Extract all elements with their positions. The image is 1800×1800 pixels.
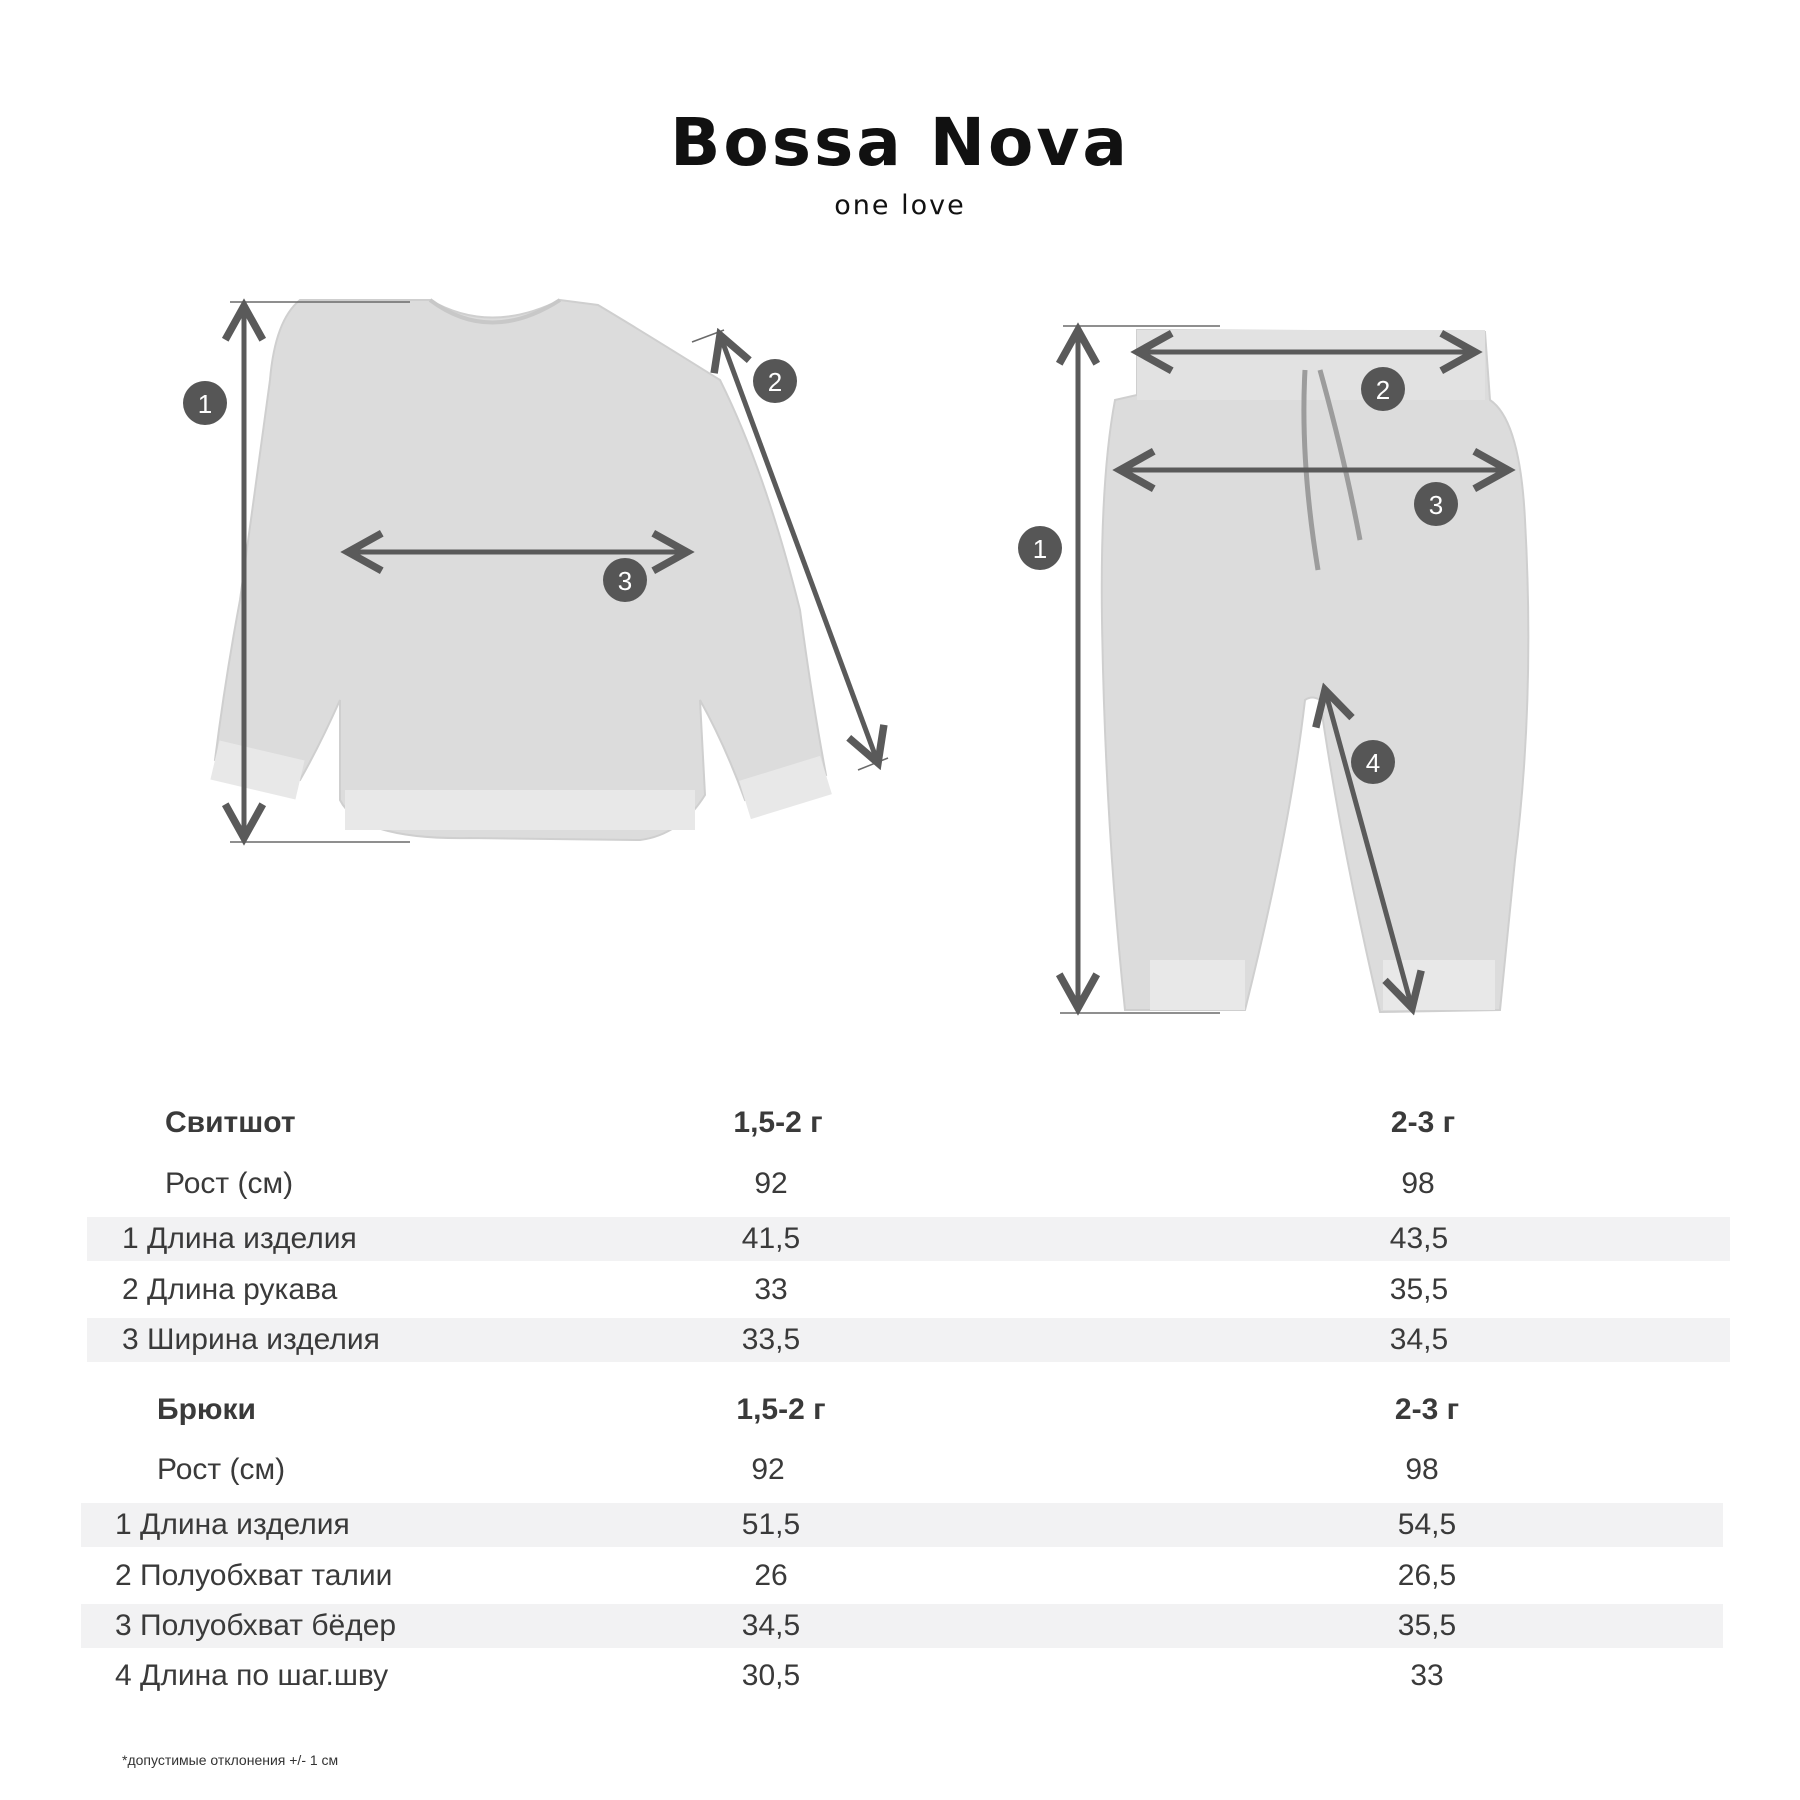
sweatshirt-marker-2 [753,359,797,403]
svg-text:2: 2 [1375,375,1391,405]
table-row [81,1604,1723,1648]
row-label: 4 Длина по шаг.шву [115,1659,389,1692]
height-value: 98 [1401,1167,1435,1200]
pants-marker-4 [1351,740,1395,784]
row-value: 30,5 [741,1659,801,1692]
table-row [87,1318,1730,1362]
row-value: 33 [754,1273,788,1306]
row-value: 26 [754,1559,788,1592]
row-value: 43,5 [1389,1222,1449,1255]
tolerance-footnote: *допустимые отклонения +/- 1 см [122,1752,339,1768]
svg-text:1: 1 [1032,534,1048,564]
svg-text:1: 1 [197,389,213,419]
row-value: 54,5 [1397,1508,1457,1541]
row-value: 34,5 [1389,1323,1449,1356]
table-row [87,1268,1730,1312]
table-row [81,1554,1723,1598]
row-label: 3 Ширина изделия [122,1323,380,1356]
table-row [87,1217,1730,1261]
row-label: 1 Длина изделия [115,1508,350,1541]
row-value: 33,5 [741,1323,801,1356]
row-value: 34,5 [741,1609,801,1642]
svg-text:3: 3 [617,566,633,596]
row-label: 2 Полуобхват талии [115,1559,393,1592]
row-label: 1 Длина изделия [122,1222,357,1255]
row-label: 3 Полуобхват бёдер [115,1609,397,1642]
row-value: 51,5 [741,1508,801,1541]
row-value: 35,5 [1397,1609,1457,1642]
height-value: 92 [754,1167,788,1200]
size-header: 1,5-2 г [736,1393,826,1426]
sweatshirt-marker-3 [603,558,647,602]
pants-height-row [0,1448,1800,1492]
height-value: 92 [751,1453,785,1486]
pants-marker-2 [1361,367,1405,411]
pants-header-row [0,1388,1800,1432]
row-value: 33 [1410,1659,1444,1692]
row-value: 35,5 [1389,1273,1449,1306]
svg-text:3: 3 [1428,490,1444,520]
table-row [81,1654,1723,1698]
sweatshirt-height-row [0,1162,1800,1206]
brand-title: Bossa Nova [670,104,1130,181]
size-header: 2-3 г [1394,1393,1460,1426]
pants-marker-3 [1414,482,1458,526]
svg-text:2: 2 [767,367,783,397]
table-row [81,1503,1723,1547]
table-title: Свитшот [165,1106,296,1139]
size-header: 2-3 г [1390,1106,1456,1139]
pants-illustration [1102,330,1529,1012]
svg-text:4: 4 [1365,748,1381,778]
row-label: 2 Длина рукава [122,1273,338,1306]
height-label: Рост (см) [165,1167,294,1200]
height-label: Рост (см) [157,1453,286,1486]
brand-subtitle: one love [834,190,966,221]
row-value: 41,5 [741,1222,801,1255]
row-value: 26,5 [1397,1559,1457,1592]
pants-marker-1 [1018,526,1062,570]
size-header: 1,5-2 г [733,1106,823,1139]
table-title: Брюки [157,1393,256,1426]
height-value: 98 [1405,1453,1439,1486]
sweatshirt-marker-1 [183,381,227,425]
sweatshirt-header-row [0,1101,1800,1145]
